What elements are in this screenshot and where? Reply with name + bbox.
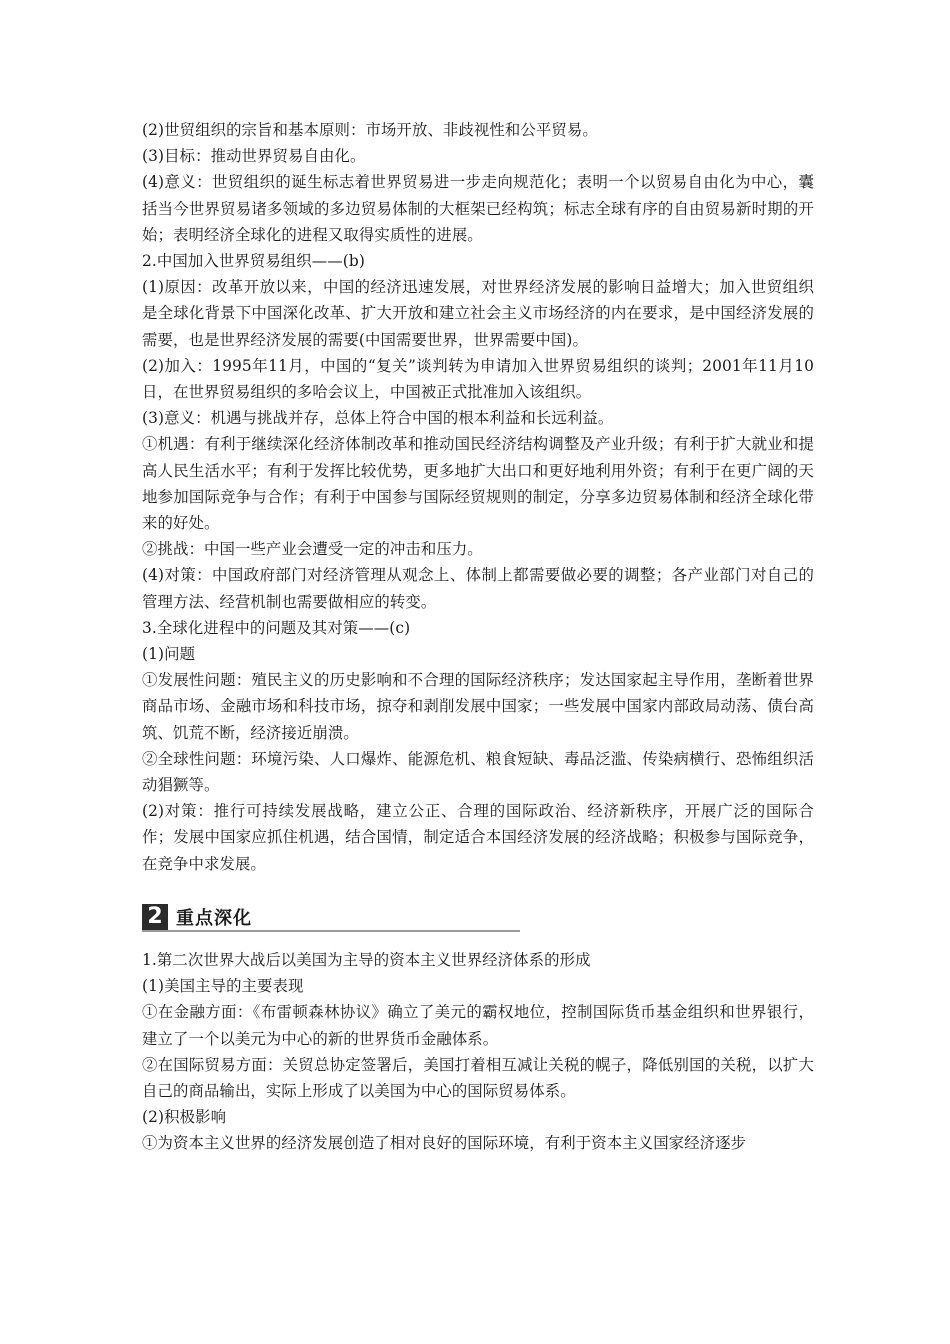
paragraph: (2)加入：1995年11月，中国的“复关”谈判转为申请加入世界贸易组织的谈判；2001年11月10日，在世界贸易组织的多哈会议上，中国被正式批准加入该组织。	[142, 356, 815, 402]
document-page	[142, 117, 814, 1157]
paragraph: ②挑战：中国一些产业会遭受一定的冲击和压力。	[142, 540, 483, 559]
paragraph: (2)世贸组织的宗旨和基本原则：市场开放、非歧视性和公平贸易。	[142, 121, 598, 139]
section-number-badge: 2	[142, 904, 168, 930]
paragraph: ②全球性问题：环境污染、人口爆炸、能源危机、粮食短缺、毒品泛滥、传染病横行、恐怖组织活动猖獗等。	[142, 749, 814, 795]
content-block-top	[142, 117, 814, 877]
paragraph: (1)美国主导的主要表现	[142, 977, 304, 996]
section-header	[142, 900, 814, 934]
paragraph: (3)意义：机遇与挑战并存，总体上符合中国的根本利益和长远利益。	[142, 409, 614, 428]
content-block-bottom	[142, 947, 814, 1157]
paragraph: ②在国际贸易方面：关贸总协定签署后，美国打着相互减让关税的幌子，降低别国的关税，以扩大自己的商品输出，实际上形成了以美国为中心的国际贸易体系。	[142, 1055, 814, 1100]
paragraph: ①为资本主义世界的经济发展创造了相对良好的国际环境，有利于资本主义国家经济逐步	[142, 1134, 747, 1153]
paragraph: (2)对策：推行可持续发展战略，建立公正、合理的国际政治、经济新秩序，开展广泛的国际合作；发展中国家应抓住机遇，结合国情，制定适合本国经济发展的经济战略；积极参与国际竞争，在竞争中求发展。	[142, 802, 814, 873]
paragraph: ①发展性问题：殖民主义的历史影响和不合理的国际经济秩序；发达国家起主导作用，垄断着世界商品市场、金融市场和科技市场，掠夺和剥削发展中国家；一些发展中国家内部政局动荡、债台高筑、饥荒不断，经济接近崩溃。	[142, 671, 814, 742]
paragraph: (2)积极影响	[142, 1108, 227, 1127]
paragraph: ①机遇：有利于继续深化经济体制改革和推动国民经济结构调整及产业升级；有利于扩大就业和提高人民生活水平；有利于发挥比较优势，更多地扩大出口和更好地利用外资；有利于在更广阔的天地参加国际竞争与合作；有利于中国参与国际经贸规则的制定，分享多边贸易体制和经济全球化带来的好处。	[142, 435, 814, 533]
paragraph: (4)对策：中国政府部门对经济管理从观念上、体制上都需要做必要的调整；各产业部门对自己的管理方法、经营机制也需要做相应的转变。	[142, 566, 814, 611]
paragraph: 3.全球化进程中的问题及其对策——(c)	[142, 618, 411, 637]
paragraph: 1.第二次世界大战后以美国为主导的资本主义世界经济体系的形成	[142, 950, 591, 969]
section-title: 重点深化	[176, 907, 252, 929]
paragraph: 2.中国加入世界贸易组织——(b)	[142, 252, 365, 271]
section-divider	[142, 930, 520, 932]
paragraph: (1)原因：改革开放以来，中国的经济迅速发展，对世界经济发展的影响日益增大；加入世贸组织是全球化背景下中国深化改革、扩大开放和建立社会主义市场经济的内在要求，是中国经济发展的需要，也是世界经济发展的需要(中国需要世界，世界需要中国)。	[142, 278, 814, 349]
paragraph: ①在金融方面：《布雷顿森林协议》确立了美元的霸权地位，控制国际货币基金组织和世界银行，建立了一个以美元为中心的新的世界货币金融体系。	[142, 1003, 814, 1048]
paragraph: (3)目标：推动世界贸易自由化。	[142, 147, 366, 166]
paragraph: (1)问题	[142, 645, 196, 664]
paragraph: (4)意义：世贸组织的诞生标志着世界贸易进一步走向规范化；表明一个以贸易自由化为中心，囊括当今世界贸易诸多领域的多边贸易体制的大框架已经构筑；标志全球有序的自由贸易新时期的开始；表明经济全球化的进程又取得实质性的进展。	[142, 173, 814, 244]
